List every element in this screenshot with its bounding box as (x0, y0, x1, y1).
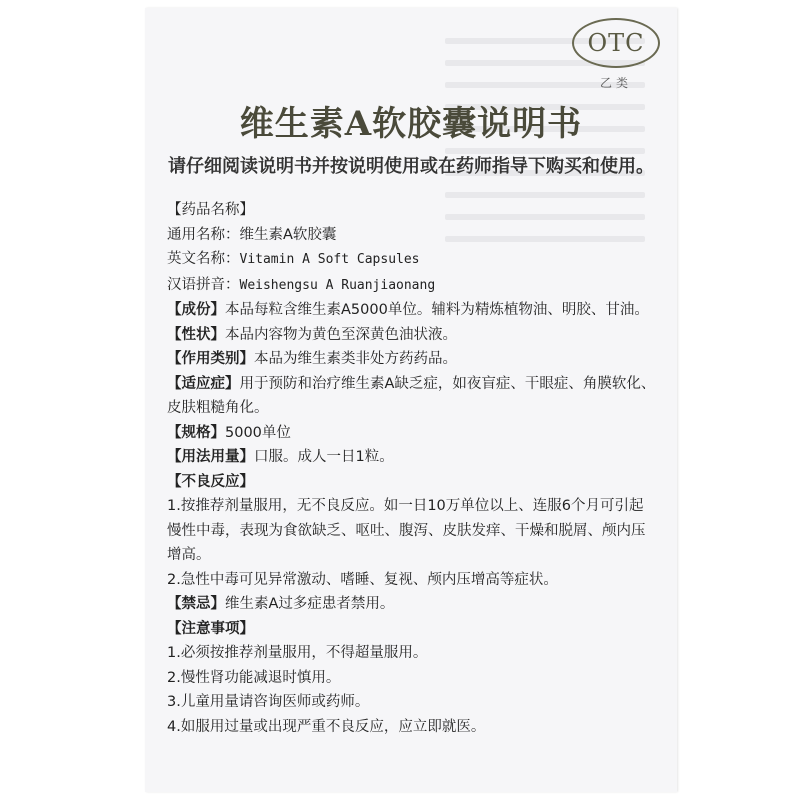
section-header: 【性状】 (167, 326, 225, 343)
leaflet-sheet (145, 8, 677, 792)
specification-section (167, 421, 657, 446)
pinyin-value: Weishengsu A Ruanjiaonang (239, 277, 436, 293)
dosage-section (167, 445, 657, 470)
section-header: 【成份】 (167, 302, 225, 318)
generic-name-value: 维生素A软胶囊 (239, 226, 337, 243)
category-text: 本品为维生素类非处方药药品。 (254, 351, 457, 367)
section-header: 【规格】 (167, 424, 225, 441)
document-subtitle: 请仔细阅读说明书并按说明使用或在药师指导下购买和使用。 (168, 156, 654, 177)
section-header: 【适应症】 (167, 375, 240, 392)
adverse-item: 1.按推荐剂量服用，无不良反应。如一日10万单位以上、连服6个月可引起慢性中毒，表现为食欲缺乏、呕吐、腹泻、皮肤发痒、干燥和脱屑、颅内压增高。 (167, 498, 646, 563)
section-header: 【禁忌】 (167, 596, 225, 612)
section-header: 【注意事项】 (167, 620, 254, 637)
pinyin-row (167, 273, 657, 299)
indications-text: 用于预防和治疗维生素A缺乏症，如夜盲症、干眼症、角膜软化、皮肤粗糙角化。 (167, 375, 656, 416)
document-title: 维生素A软胶囊说明书 (239, 104, 583, 144)
description-section (167, 323, 657, 348)
otc-badge-group (570, 18, 662, 91)
drug-name-section (167, 198, 657, 223)
section-header: 【药品名称】 (167, 202, 254, 218)
description-text: 本品内容物为黄色至深黄色油状液。 (225, 326, 457, 343)
precaution-item: 2.慢性肾功能减退时慎用。 (167, 669, 341, 686)
category-section (167, 347, 657, 372)
section-header: 【用法用量】 (167, 449, 254, 465)
section-header: 【不良反应】 (167, 473, 254, 490)
generic-name-label: 通用名称： (167, 226, 240, 243)
composition-section (167, 298, 657, 323)
english-name-row (167, 247, 657, 273)
specification-text: 5000单位 (225, 424, 291, 441)
section-header: 【作用类别】 (167, 351, 254, 367)
english-name-label: 英文名称： (167, 251, 240, 267)
pinyin-label: 汉语拼音： (167, 276, 240, 293)
adverse-section (167, 470, 657, 495)
leaflet-content (167, 198, 657, 739)
indications-section (167, 372, 657, 421)
dosage-text: 口服。成人一日1粒。 (254, 449, 394, 465)
precaution-item: 4.如服用过量或出现严重不良反应，应立即就医。 (167, 718, 486, 735)
english-name-value: Vitamin A Soft Capsules (239, 252, 420, 267)
precaution-item: 1.必须按推荐剂量服用，不得超量服用。 (167, 645, 428, 661)
contraindications-text: 维生素A过多症患者禁用。 (225, 596, 395, 612)
precautions-section (167, 617, 657, 642)
otc-class-label: 乙类 (599, 76, 632, 90)
otc-badge: OTC (572, 18, 660, 68)
precaution-item: 3.儿童用量请咨询医师或药师。 (167, 694, 370, 710)
generic-name-row (167, 223, 657, 248)
composition-text: 本品每粒含维生素A5000单位。辅料为精炼植物油、明胶、甘油。 (225, 302, 649, 318)
adverse-item: 2.急性中毒可见异常激动、嗜睡、复视、颅内压增高等症状。 (167, 571, 558, 588)
contraindications-section (167, 592, 657, 617)
